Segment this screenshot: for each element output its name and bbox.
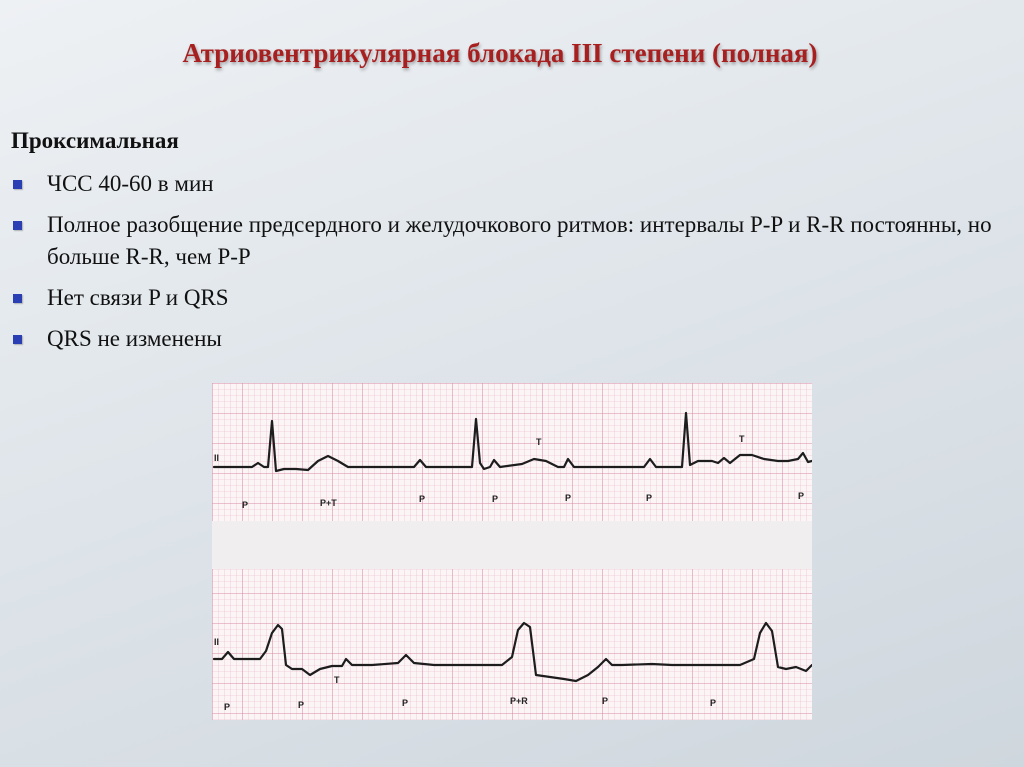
wave-label-t: T (536, 437, 542, 447)
wave-label-p: P (492, 494, 499, 504)
wave-label-t: T (334, 675, 340, 685)
wave-label-p-r: P+R (510, 696, 528, 706)
wave-label-p-t: P+T (320, 498, 337, 508)
ecg-strip-1 (212, 383, 812, 521)
square-bullet-icon (13, 335, 22, 344)
lead-label: II (214, 637, 220, 647)
square-bullet-icon (13, 180, 22, 189)
bullet-item (11, 282, 1011, 314)
ecg-figure (212, 383, 812, 720)
wave-label-p: P (242, 500, 249, 510)
wave-label-p: P (402, 698, 409, 708)
strip-gap (212, 521, 812, 569)
wave-label-p: P (798, 491, 805, 501)
bullet-text: Нет связи P и QRS (47, 285, 229, 310)
slide-title: Атриовентрикулярная блокада III степени (полная) (182, 38, 818, 68)
wave-label-p: P (710, 698, 717, 708)
wave-label-p: P (419, 494, 426, 504)
wave-label-p: P (646, 493, 653, 503)
bullet-text: QRS не изменены (47, 326, 222, 351)
wave-label-p: P (224, 702, 231, 712)
bullet-text: ЧСС 40-60 в мин (47, 171, 214, 196)
wave-label-p: P (565, 493, 572, 503)
wave-label-p: P (298, 700, 305, 710)
square-bullet-icon (13, 221, 22, 230)
lead-label: II (214, 453, 220, 463)
section-heading: Проксимальная (11, 128, 179, 153)
ecg-strip-2 (212, 569, 812, 720)
bullet-item (11, 323, 1011, 355)
bullet-item (11, 168, 1011, 200)
ecg-svg (212, 383, 812, 720)
wave-label-t: T (739, 434, 745, 444)
square-bullet-icon (13, 294, 22, 303)
wave-label-p: P (602, 696, 609, 706)
bullet-text: Полное разобщение предсердного и желудочкового ритмов: интервалы P-P и R-R постоянны, но больше R-R, чем P-P (47, 212, 992, 269)
bullet-list (11, 168, 1011, 364)
bullet-item (11, 209, 1011, 273)
